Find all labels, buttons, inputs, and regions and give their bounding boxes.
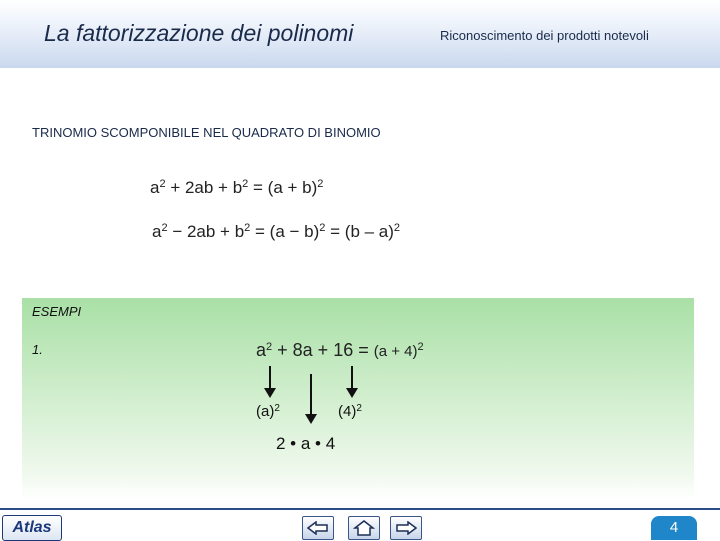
formula-term: = (a − b) (250, 222, 320, 241)
square-exponent: 2 (274, 403, 280, 414)
expression-exponent: 2 (266, 341, 273, 353)
formula-exponent: 2 (393, 222, 401, 234)
formula-square-difference (152, 222, 400, 242)
example-result: (a + 4) (373, 343, 418, 360)
home-icon (353, 520, 375, 536)
formula-exponent: 2 (159, 178, 166, 190)
formula-term: a (150, 178, 160, 197)
page-number-badge: 4 (651, 516, 697, 540)
formula-term: − 2ab + b (167, 222, 245, 241)
formula-exponent: 2 (244, 222, 251, 234)
formula-term: a (152, 222, 162, 241)
formula-term: + 2ab + b (165, 178, 243, 197)
expression-term: a (256, 340, 267, 360)
arrow-down-icon (260, 364, 280, 402)
next-button[interactable] (390, 516, 422, 540)
formula-exponent: 2 (242, 178, 249, 190)
home-button[interactable] (348, 516, 380, 540)
formula-exponent: 2 (161, 222, 168, 234)
square-base: (4) (338, 403, 357, 420)
square-term-right (338, 403, 362, 420)
formula-term: = (a + b) (248, 178, 318, 197)
page-subtitle: Riconoscimento dei prodotti notevoli (440, 28, 649, 43)
square-exponent: 2 (356, 403, 362, 414)
previous-button[interactable] (302, 516, 334, 540)
square-term-left (256, 403, 280, 420)
section-heading: TRINOMIO SCOMPONIBILE NEL QUADRATO DI BINOMIO (32, 125, 381, 140)
arrow-down-icon (301, 372, 321, 428)
result-exponent: 2 (417, 341, 424, 353)
double-product: 2 • a • 4 (276, 434, 336, 453)
formula-square-sum (150, 178, 323, 198)
examples-label: ESEMPI (32, 304, 82, 319)
example-number: 1. (32, 342, 43, 357)
arrow-down-icon (342, 364, 362, 402)
arrow-right-icon (395, 521, 417, 535)
expression-term: + 8a + 16 = (272, 340, 374, 360)
formula-term: = (b – a) (325, 222, 394, 241)
formula-exponent: 2 (317, 178, 324, 190)
page-title: La fattorizzazione dei polinomi (44, 20, 354, 46)
arrow-left-icon (307, 521, 329, 535)
square-base: (a) (256, 403, 275, 420)
atlas-logo: Atlas (2, 515, 62, 541)
formula-exponent: 2 (319, 222, 326, 234)
example-expression (256, 340, 424, 361)
footer-divider (0, 508, 720, 510)
